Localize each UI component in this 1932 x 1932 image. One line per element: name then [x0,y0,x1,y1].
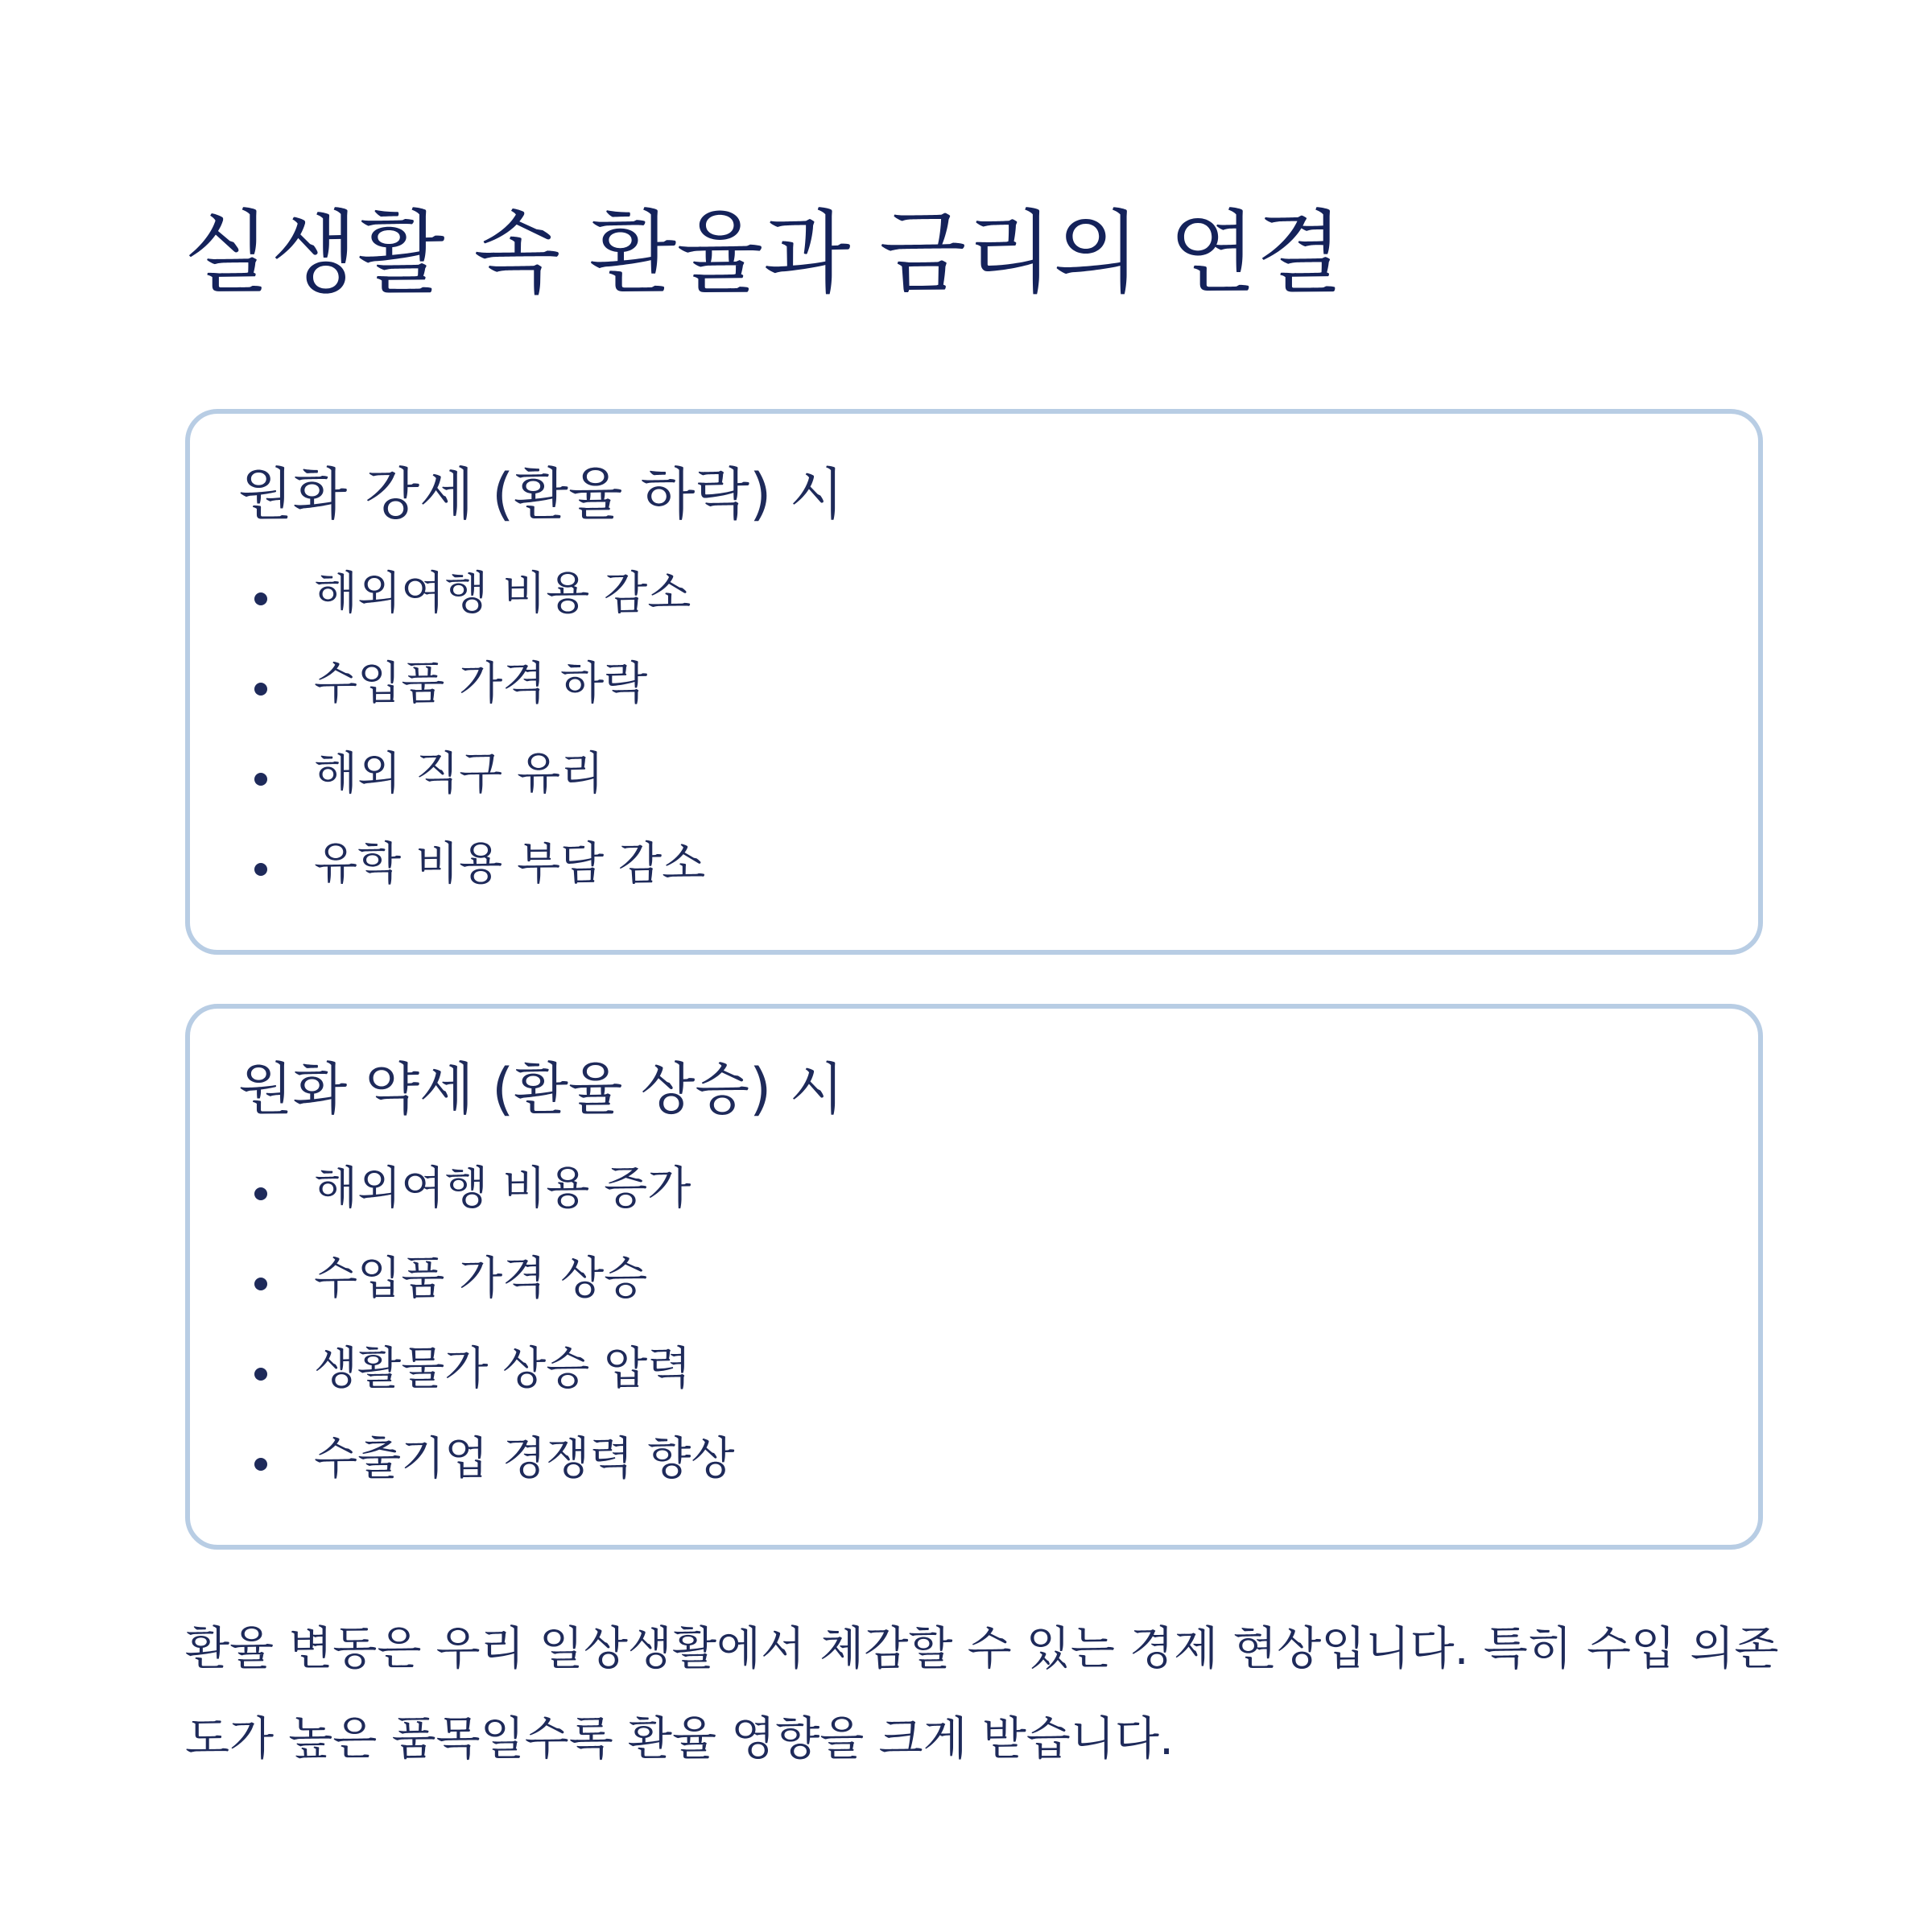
list-item-text: 해외여행 비용 증가 [314,1162,691,1215]
card-won-strength [185,409,1763,955]
bullet-icon [254,863,267,876]
bullet-icon [254,1458,267,1471]
summary-text: 환율 변동은 우리 일상생활에서 체감할 수 있는 경제 현상입니다. 특히 수입 의존도가 높은 품목일수록 환율 영향을 크게 받습니다. [185,1622,1779,1765]
list-item-text: 수입품 가격 하락 [314,658,648,710]
list-item-text: 수입품 가격 상승 [314,1253,648,1305]
bullet-icon [254,773,267,786]
list-item-text: 생활물가 상승 압력 [314,1343,691,1395]
bullet-icon [254,1187,267,1200]
list-item-text: 수출기업 경쟁력 향상 [314,1433,735,1485]
card-heading: 원화 강세 (환율 하락) 시 [238,461,844,527]
list-item-text: 해외 직구 유리 [314,748,605,800]
bullet-icon [254,683,267,696]
list-item-text: 해외여행 비용 감소 [314,568,691,620]
bullet-icon [254,1368,267,1381]
card-heading: 원화 약세 (환율 상승) 시 [238,1056,844,1122]
card-won-weakness [185,1004,1763,1550]
list-item-text: 유학 비용 부담 감소 [314,838,706,890]
bullet-icon [254,592,267,605]
bullet-icon [254,1278,267,1290]
page-title: 실생활 속 환율과 금리의 연결 [184,201,1344,306]
